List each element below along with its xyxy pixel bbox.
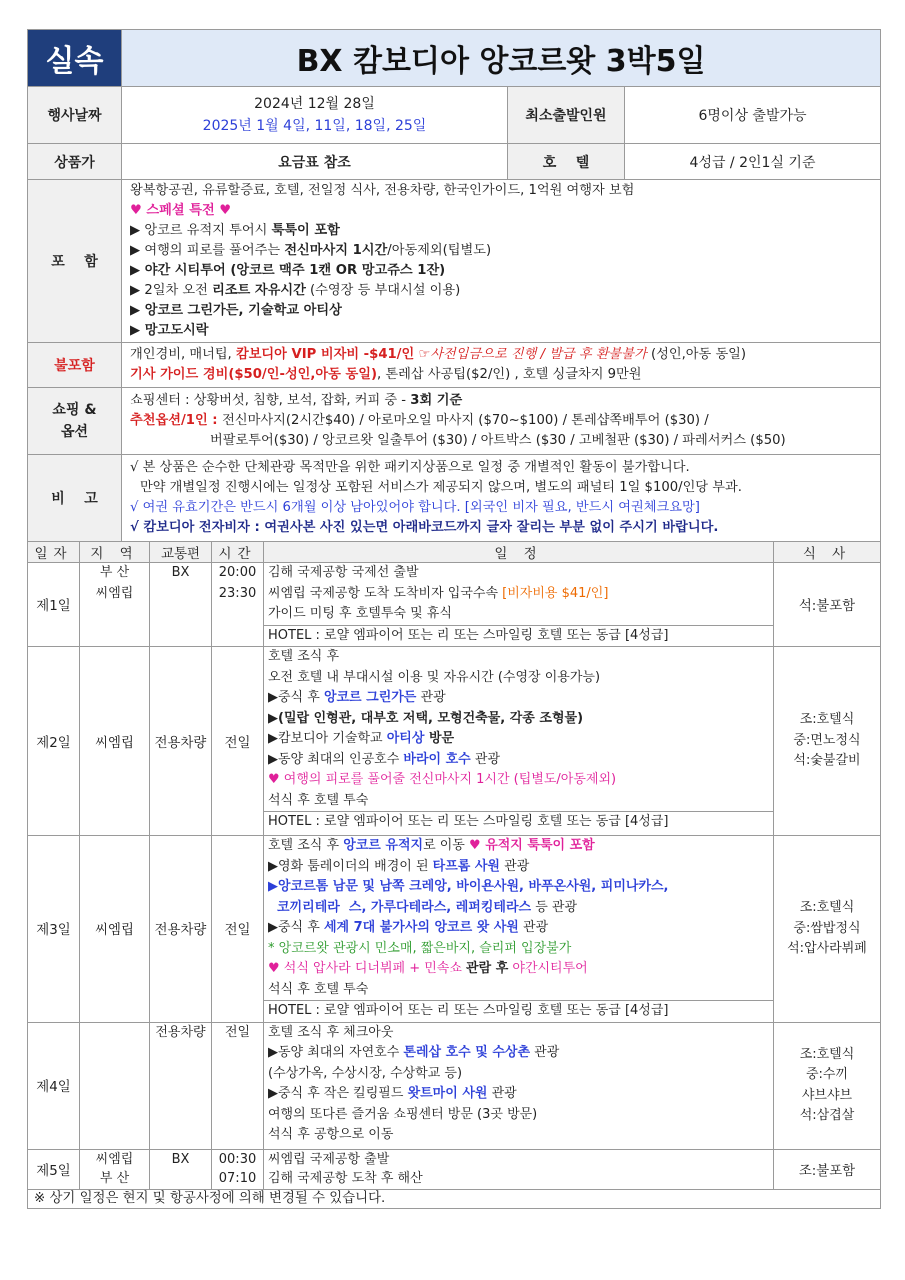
schedule-row-day4: 제4일 전용차량 전일 호텔 조식 후 체크아웃 ▶동양 최대의 자연호수 톤레삽 호수 및 수상촌 관광 (수상가옥, 수상시장, 수상학교 등) ▶중식 후 작은 킬링필드 왓트마이 사원 관광 여행의 또다른 즐거움 쇼핑센터 방문 (3곳 방문) 석식 후 공항으로 이동 조:호텔식 중:수끼 샤브샤브 석:삼겹살 xyxy=(28,1022,881,1149)
remarks-label: 비 고 xyxy=(28,455,122,542)
hotel-info: HOTEL : 로얄 엠파이어 또는 리 또는 스마일링 호텔 또는 동급 [4성급] xyxy=(268,814,669,829)
include-line: ▶ 앙코르 그린가든, 기술학교 아티상 xyxy=(130,303,342,318)
itinerary-day2: 호텔 조식 후 오전 호텔 내 부대시설 이용 및 자유시간 (수영장 이용가능) ▶중식 후 앙코르 그린가든 관광 ▶(밀랍 인형관, 대부호 저택, 모형건축물, 각종 조형물) ▶캄보디아 기술학교 아티상 방문 ▶동양 최대의 인공호수 바라이 호수 관광 ♥ 여행의 피로를 풀어줄 전신마사지 1시간 (팁별도/아동제외) 석식 후 호텔 투숙 HOTEL : 로얄 엠파이어 또는 리 또는 스마일링 호텔 또는 동급 [4성급] xyxy=(264,647,774,836)
page-title: BX 캄보디아 앙코르왓 3박5일 xyxy=(122,30,881,87)
hotel-info: HOTEL : 로얄 엠파이어 또는 리 또는 스마일링 호텔 또는 동급 [4성급] xyxy=(268,1003,669,1018)
footnote: ※ 상기 일정은 현지 및 항공사정에 의해 변경될 수 있습니다. xyxy=(28,1189,881,1208)
footnote-row xyxy=(28,1189,881,1208)
include-line: ▶ 야간 시티투어 (앙코르 맥주 1캔 OR 망고쥬스 1잔) xyxy=(130,263,446,278)
schedule-row-day3: 제3일 씨엠립 전용차량 전일 호텔 조식 후 앙코르 유적지로 이동 ♥ 유적지 툭툭이 포함 ▶영화 툼레이더의 배경이 된 타프롬 사원 관광 ▶앙코르톰 남문 및 남쪽 크레앙, 바이욘사원, 바푸온사원, 피미나카스, 코끼리테라 스, 가루다테라스, 레퍼킹테라스 등 관광 ▶중식 후 세계 7대 불가사의 앙코르 왓 사원 관광 * 앙코르왓 관광시 민소매, 짧은바지, 슬리퍼 입장불가 ♥ 석식 압사라 디너뷔페 + 민속쇼 관람 후 야간시티투어 석식 후 호텔 투숙 HOTEL : 로얄 엠파이어 또는 리 또는 스마일링 호텔 또는 동급 [4성급] 조:호텔식 중:쌈밥정식 석:압사라뷔페 xyxy=(28,836,881,1023)
itinerary-day4: 호텔 조식 후 체크아웃 ▶동양 최대의 자연호수 톤레삽 호수 및 수상촌 관광 (수상가옥, 수상시장, 수상학교 등) ▶중식 후 작은 킬링필드 왓트마이 사원 관광 여행의 또다른 즐거움 쇼핑센터 방문 (3곳 방문) 석식 후 공항으로 이동 xyxy=(264,1022,774,1149)
shopping-content: 쇼핑센터 : 상황버섯, 침향, 보석, 잡화, 커피 중 - 3회 기준 추천옵션/1인 : 전신마사지(2시간$40) / 아로마오일 마사지 ($70~$100) / 톤레샵쪽배투어 ($30) / 버팔로투어($30) / 앙코르왓 일출투어 ($30) / 아트박스 ($30 / 고베철판 ($30) / 파레서커스 ($50) xyxy=(122,388,881,455)
special-benefit-title: ♥ 스페셜 특전 ♥ xyxy=(130,203,232,218)
itinerary-day3: 호텔 조식 후 앙코르 유적지로 이동 ♥ 유적지 툭툭이 포함 ▶영화 툼레이더의 배경이 된 타프롬 사원 관광 ▶앙코르톰 남문 및 남쪽 크레앙, 바이욘사원, 바푸온사원, 피미나카스, 코끼리테라 스, 가루다테라스, 레퍼킹테라스 등 관광 ▶중식 후 세계 7대 불가사의 앙코르 왓 사원 관광 * 앙코르왓 관광시 민소매, 짧은바지, 슬리퍼 입장불가 ♥ 석식 압사라 디너뷔페 + 민속쇼 관람 후 야간시티투어 석식 후 호텔 투숙 HOTEL : 로얄 엠파이어 또는 리 또는 스마일링 호텔 또는 동급 [4성급] xyxy=(264,836,774,1023)
hotel-value: 4성급 / 2인1실 기준 xyxy=(625,144,881,180)
date-label: 행사날짜 xyxy=(28,87,122,144)
include-line: 왕복항공권, 유류할증료, 호텔, 전일정 식사, 전용차량, 한국인가이드, 1억원 여행자 보험 xyxy=(130,183,635,198)
shopping-label: 쇼핑 & 옵션 xyxy=(28,388,122,455)
meal-day2: 조:호텔식 중:면노정식 석:숯불갈비 xyxy=(774,647,881,836)
include-line: ▶ 여행의 피로를 풀어주는 전신마사지 1시간/아동제외(팁별도) xyxy=(130,243,492,258)
include-line: ▶ 앙코르 유적지 투어시 툭툭이 포함 xyxy=(130,223,340,238)
brand-logo: 실속 xyxy=(28,30,122,87)
itinerary-document xyxy=(27,29,880,1209)
departure-dates xyxy=(122,87,508,144)
remarks-content: √ 본 상품은 순수한 단체관광 목적만을 위한 패키지상품으로 일정 중 개별적인 활동이 불가합니다. 만약 개별일정 진행시에는 일정상 포함된 서비스가 제공되지 않으며, 별도의 패널티 1일 $100/인당 부과. √ 여권 유효기간은 반드시 6개월 이상 남아있어야 합니다. [외국인 비자 필요, 반드시 여권체크요망] √ 캄보디아 전자비자 : 여권사본 사진 있는면 아래바코드까지 글자 잘리는 부분 없이 주시기 바랍니다. xyxy=(122,455,881,542)
meal-day3: 조:호텔식 중:쌈밥정식 석:압사라뷔페 xyxy=(774,836,881,1023)
itinerary-day5: 씨엠립 국제공항 출발 김해 국제공항 도착 후 해산 xyxy=(264,1149,774,1189)
include-label: 포 함 xyxy=(28,180,122,343)
hotel-info: HOTEL : 로얄 엠파이어 또는 리 또는 스마일링 호텔 또는 동급 [4성급] xyxy=(268,627,669,643)
include-line: ▶ 2일차 오전 리조트 자유시간 (수영장 등 부대시설 이용) xyxy=(130,283,461,298)
include-content xyxy=(122,180,881,343)
exclude-content: 개인경비, 매너팁, 캄보디아 VIP 비자비 -$41/인 ☞사전입금으로 진행 / 발급 후 환불불가 (성인,아동 동일) 기사 가이드 경비($50/인-성인,아동 동일), 톤레삽 사공팁($2/인) , 호텔 싱글차지 9만원 xyxy=(122,343,881,388)
meal-day4: 조:호텔식 중:수끼 샤브샤브 석:삼겹살 xyxy=(774,1022,881,1149)
include-line: ▶ 망고도시락 xyxy=(130,323,209,338)
schedule-table xyxy=(27,541,881,1209)
schedule-row-day5: 제5일 씨엠립 부 산 BX 00:30 07:10 씨엠립 국제공항 출발 김해 국제공항 도착 후 해산 조:불포함 xyxy=(28,1149,881,1189)
schedule-row-day1: 제1일 부 산 씨엠립 BX 20:00 23:30 김해 국제공항 국제선 출발 씨엠립 국제공항 도착 도착비자 입국수속 [비자비용 $41/인] 가이드 미팅 후 호텔투숙 및 휴식 HOTEL : 로얄 엠파이어 또는 리 또는 스마일링 호텔 또는 동급 [4성급] 석:불포함 xyxy=(28,563,881,647)
details-table xyxy=(27,179,881,542)
schedule-header: 일자 지 역 교통편 시간 일 정 식 사 xyxy=(28,542,881,563)
date-line-2: 2025년 1월 4일, 11일, 18일, 25일 xyxy=(202,118,427,134)
hotel-label: 호 텔 xyxy=(508,144,625,180)
price-label: 상품가 xyxy=(28,144,122,180)
exclude-label: 불포함 xyxy=(28,343,122,388)
info-table xyxy=(27,29,881,180)
meal-day1: 석:불포함 xyxy=(774,563,881,647)
meal-day5: 조:불포함 xyxy=(774,1149,881,1189)
price-value: 요금표 참조 xyxy=(122,144,508,180)
min-people-label: 최소출발인원 xyxy=(508,87,625,144)
date-line-1: 2024년 12월 28일 xyxy=(254,96,375,112)
itinerary-day1: 김해 국제공항 국제선 출발 씨엠립 국제공항 도착 도착비자 입국수속 [비자비용 $41/인] 가이드 미팅 후 호텔투숙 및 휴식 HOTEL : 로얄 엠파이어 또는 리 또는 스마일링 호텔 또는 동급 [4성급] xyxy=(264,563,774,647)
schedule-row-day2: 제2일 씨엠립 전용차량 전일 호텔 조식 후 오전 호텔 내 부대시설 이용 및 자유시간 (수영장 이용가능) ▶중식 후 앙코르 그린가든 관광 ▶(밀랍 인형관, 대부호 저택, 모형건축물, 각종 조형물) ▶캄보디아 기술학교 아티상 방문 ▶동양 최대의 인공호수 바라이 호수 관광 ♥ 여행의 피로를 풀어줄 전신마사지 1시간 (팁별도/아동제외) 석식 후 호텔 투숙 HOTEL : 로얄 엠파이어 또는 리 또는 스마일링 호텔 또는 동급 [4성급] 조:호텔식 중:면노정식 석:숯불갈비 xyxy=(28,647,881,836)
min-people-value: 6명이상 출발가능 xyxy=(625,87,881,144)
